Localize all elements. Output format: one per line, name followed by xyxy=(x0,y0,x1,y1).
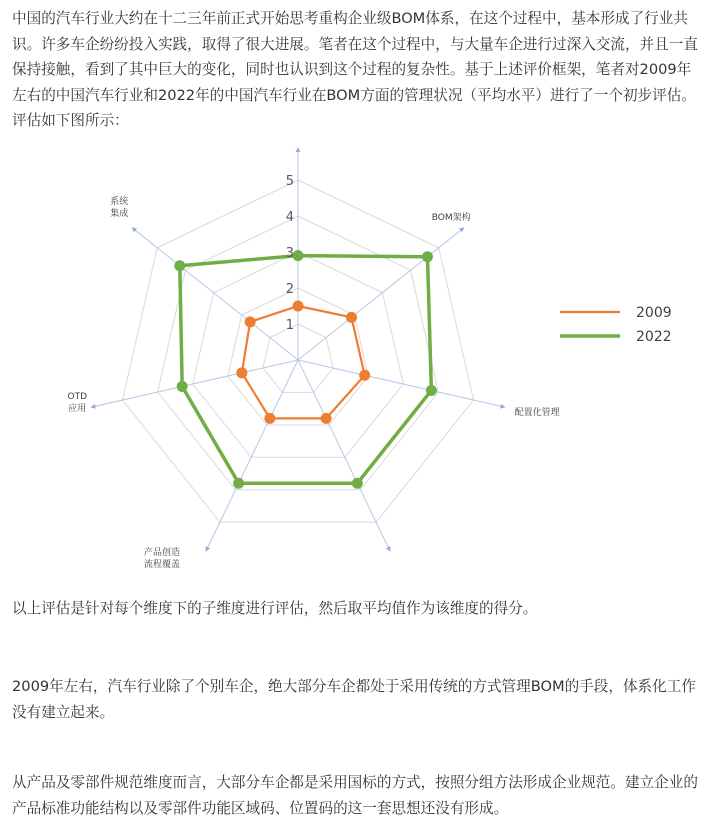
axis-line xyxy=(132,228,298,360)
data-point xyxy=(293,250,304,261)
data-point xyxy=(233,478,244,489)
data-point xyxy=(174,260,185,271)
tick-label: 3 xyxy=(285,246,294,261)
radar-series xyxy=(174,250,437,489)
intro-paragraph: 中国的汽车行业大约在十二三年前正式开始思考重构企业级BOM体系，在这个过程中，基本形成了行业共识。许多车企纷纷投入实践，取得了很大进展。笔者在这个过程中，与大量车企进行过深入交流，并且一直保持接触，看到了其中巨大的变化，同时也认识到这个过程的复杂性。基于上述评价框架，笔者对2009年左右的中国汽车行业和2022年的中国汽车行业在BOM方面的管理状况（平均水平）进行了一个初步评估。评估如下图所示： xyxy=(12,10,698,129)
data-point xyxy=(264,413,275,424)
legend-label: 2022 xyxy=(636,329,672,345)
radar-axes xyxy=(91,148,504,551)
legend-label: 2009 xyxy=(636,305,672,321)
data-point xyxy=(352,478,363,489)
radar-chart xyxy=(0,140,710,580)
series-line xyxy=(242,306,365,418)
tick-label: 5 xyxy=(285,174,294,189)
data-point xyxy=(177,381,188,392)
axis-label: BOM架构 xyxy=(431,212,471,223)
data-point xyxy=(245,316,256,327)
data-point xyxy=(359,370,370,381)
chart-legend xyxy=(560,305,672,345)
axis-label: OTD 应用 xyxy=(67,392,88,415)
axis-line xyxy=(298,360,505,407)
method-paragraph: 以上评估是针对每个维度下的子维度进行评估，然后取平均值作为该维度的得分。 xyxy=(12,600,538,617)
data-point xyxy=(426,385,437,396)
data-point xyxy=(236,367,247,378)
axis-label: 产品创造流程覆盖 xyxy=(144,548,181,571)
paragraph-spec-dimension: 从产品及零部件规范维度而言，大部分车企都是采用国标的方式，按照分组方法形成企业规范。建立企业的产品标准功能结构以及零部件功能区域码、位置码的这一套思想还没有形成。 xyxy=(12,774,698,817)
series-line xyxy=(180,256,432,484)
data-point xyxy=(293,301,304,312)
radar-chart-svg xyxy=(0,140,710,580)
axis-label: 系统集成 xyxy=(110,196,129,219)
radar-axis-labels xyxy=(68,140,560,580)
paragraph-2009-status: 2009年左右，汽车行业除了个别车企，绝大部分车企都处于采用传统的方式管理BOM的手段，体系化工作没有建立起来。 xyxy=(12,678,696,721)
axis-line xyxy=(298,228,464,360)
tick-label: 2 xyxy=(285,282,294,297)
tick-label: 1 xyxy=(285,318,294,333)
axis-line xyxy=(91,360,298,407)
data-point xyxy=(422,251,433,262)
tick-label: 4 xyxy=(285,210,294,225)
axis-label: 配置化管理 xyxy=(514,408,560,419)
data-point xyxy=(321,413,332,424)
data-point xyxy=(346,312,357,323)
